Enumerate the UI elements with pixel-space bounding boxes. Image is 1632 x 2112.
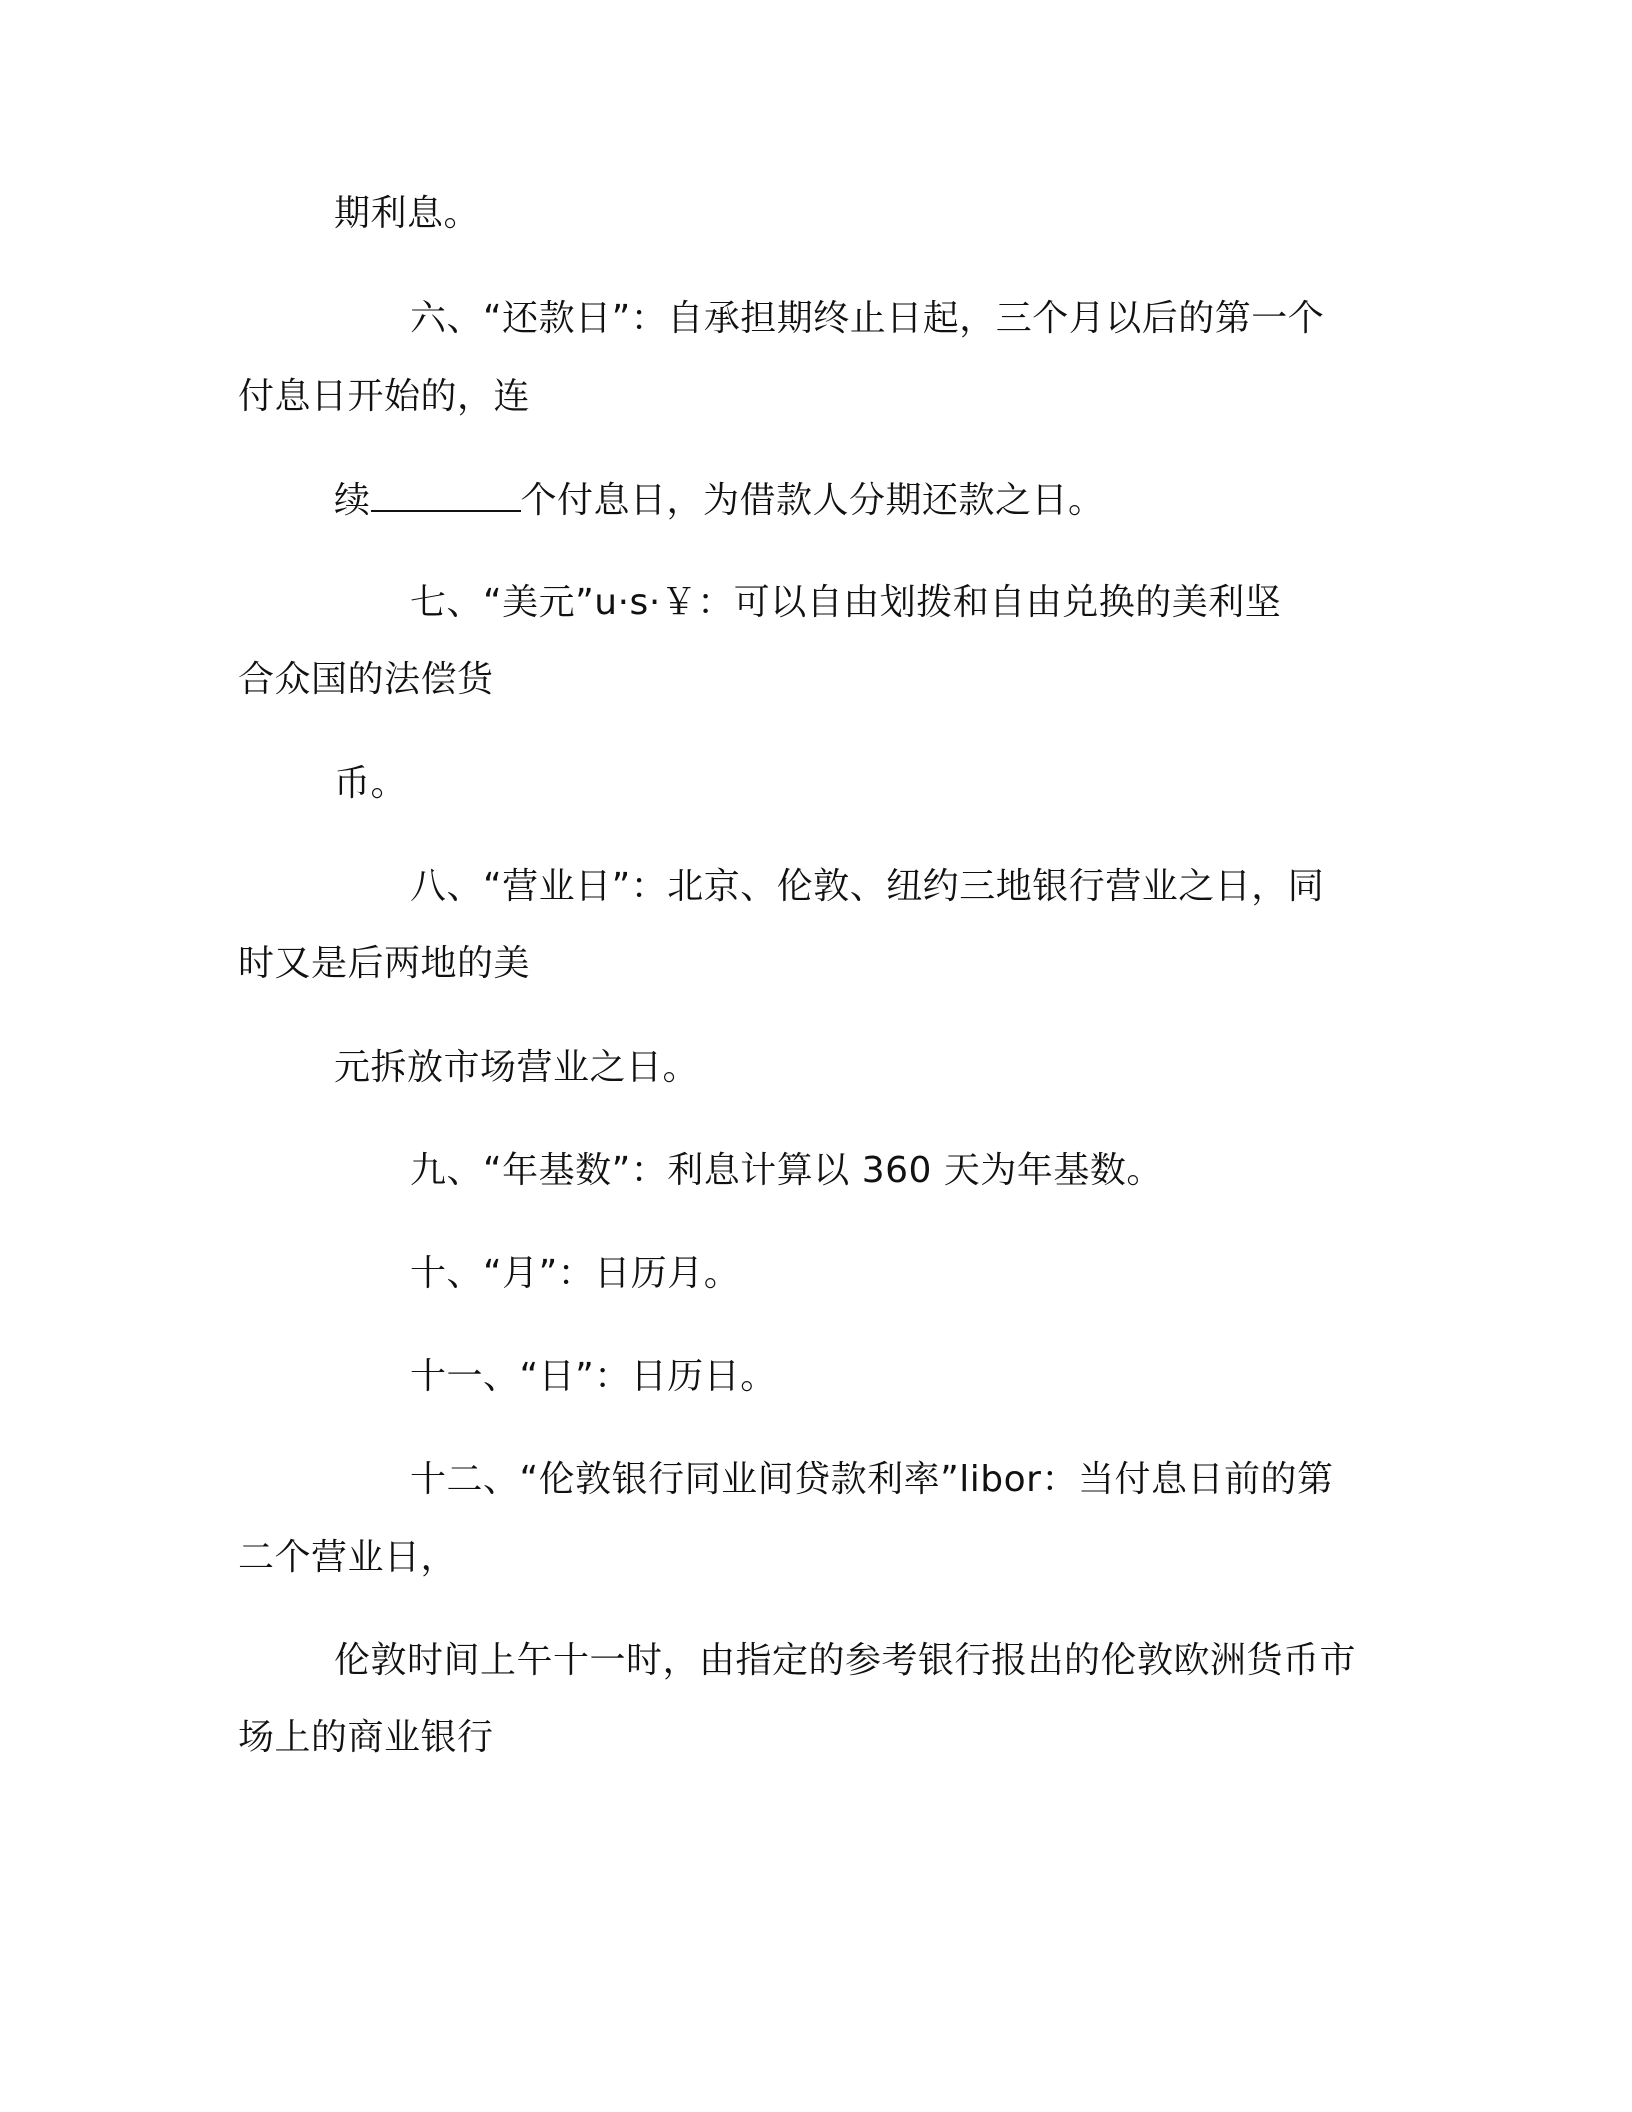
clause-seven-continuation-1: 合众国的法偿货: [238, 659, 494, 700]
clause-six-continuation-2: [334, 476, 1105, 525]
clause-eleven-day: 十一、“日”：日历日。: [410, 1356, 777, 1397]
clause-eight-continuation-2: 元拆放市场营业之日。: [334, 1047, 700, 1088]
clause-nine-year-basis: 九、“年基数”：利息计算以 360 天为年基数。: [410, 1150, 1163, 1191]
clause-six-prefix: 续: [334, 480, 371, 521]
text-line-interest-continuation: 期利息。: [334, 193, 481, 234]
clause-twelve-libor: 十二、“伦敦银行同业间贷款利率”libor：当付息日前的第: [410, 1459, 1334, 1500]
clause-seven-usd: 七、“美元”u·s·￥：可以自由划拨和自由兑换的美利坚: [410, 582, 1282, 623]
fill-in-blank[interactable]: [371, 476, 521, 512]
clause-six-suffix: 个付息日，为借款人分期还款之日。: [520, 480, 1105, 521]
clause-seven-continuation-2: 币。: [334, 763, 408, 804]
clause-eight-business-day: 八、“营业日”：北京、伦敦、纽约三地银行营业之日，同: [410, 866, 1325, 907]
clause-ten-month: 十、“月”：日历月。: [410, 1253, 741, 1294]
clause-twelve-continuation-2: 伦敦时间上午十一时，由指定的参考银行报出的伦敦欧洲货币市: [334, 1640, 1357, 1681]
clause-twelve-continuation-3: 场上的商业银行: [238, 1717, 494, 1758]
clause-twelve-continuation-1: 二个营业日，: [238, 1537, 458, 1578]
clause-six-continuation-1: 付息日开始的，连: [238, 376, 531, 417]
clause-six-repayment-date: 六、“还款日”：自承担期终止日起，三个月以后的第一个: [410, 298, 1325, 339]
clause-eight-continuation-1: 时又是后两地的美: [238, 943, 531, 984]
